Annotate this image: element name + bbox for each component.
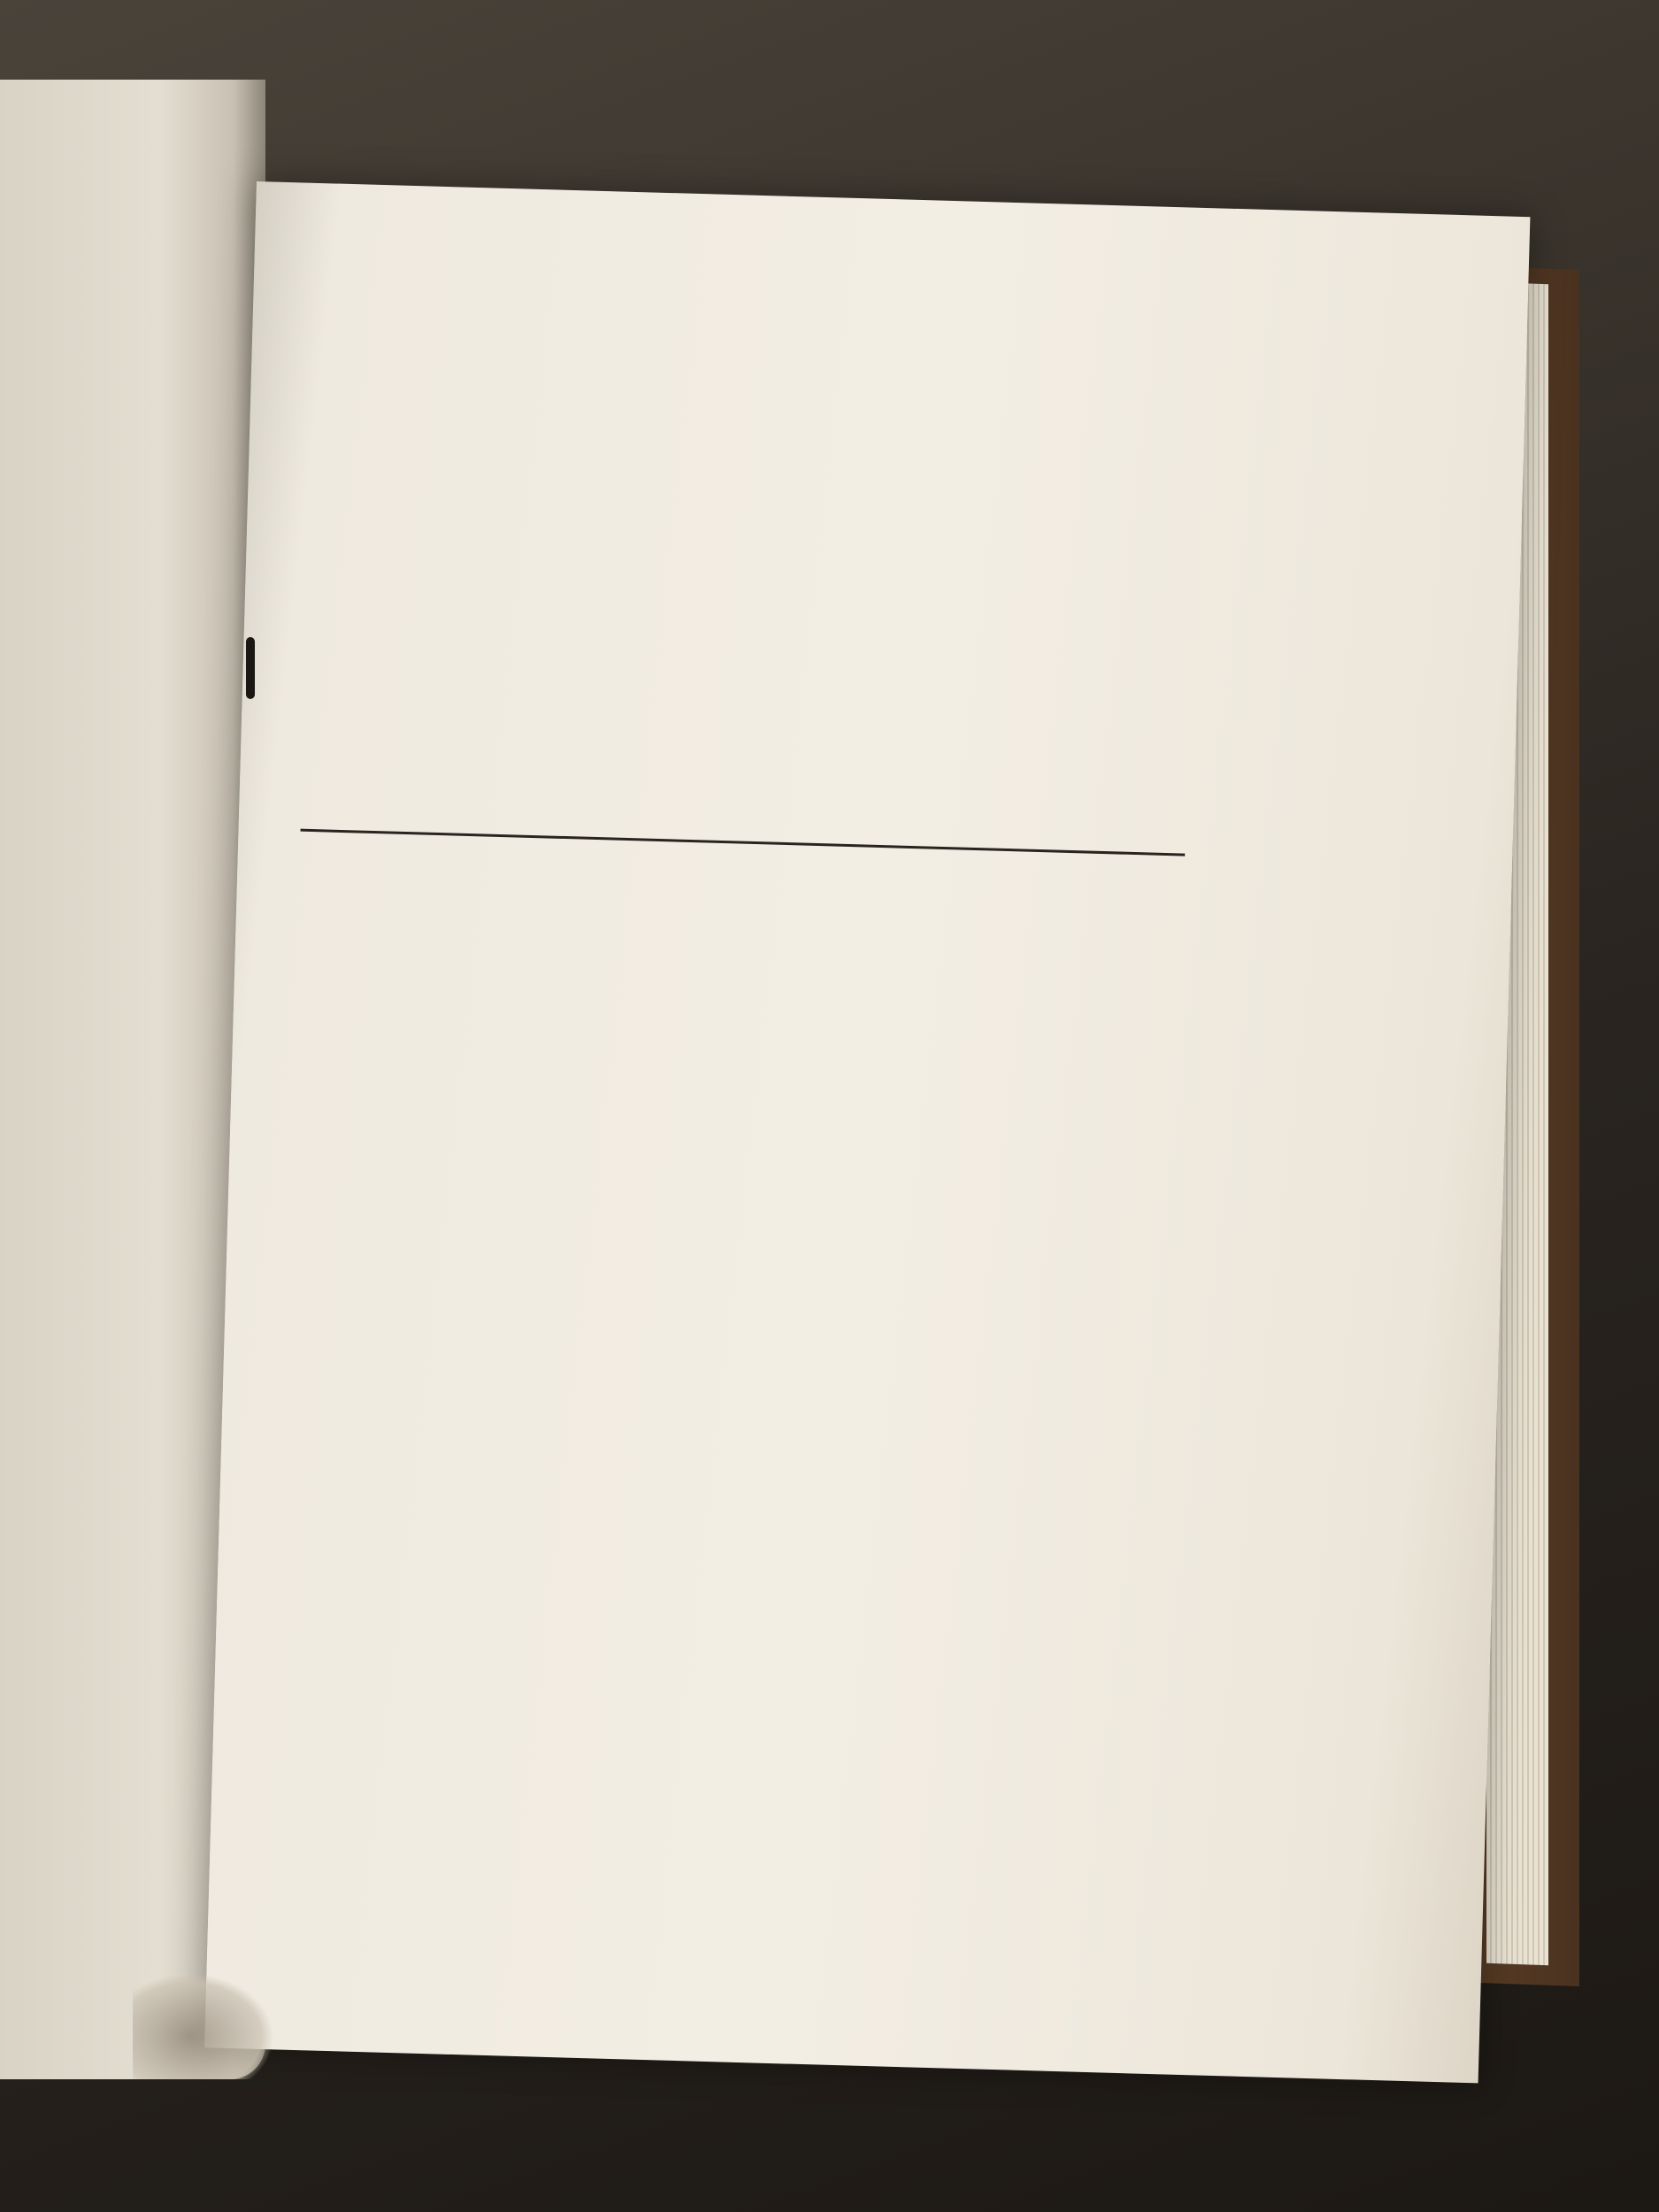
binding-thread xyxy=(246,637,255,699)
right-page xyxy=(204,181,1530,2083)
section-divider xyxy=(301,829,1186,856)
top-text-block xyxy=(324,316,1473,348)
section-title xyxy=(290,872,1423,904)
section-subtitle xyxy=(288,943,1421,975)
observations-text-block xyxy=(269,1005,1455,1041)
running-head xyxy=(342,268,1440,299)
worn-corner xyxy=(133,1973,274,2079)
